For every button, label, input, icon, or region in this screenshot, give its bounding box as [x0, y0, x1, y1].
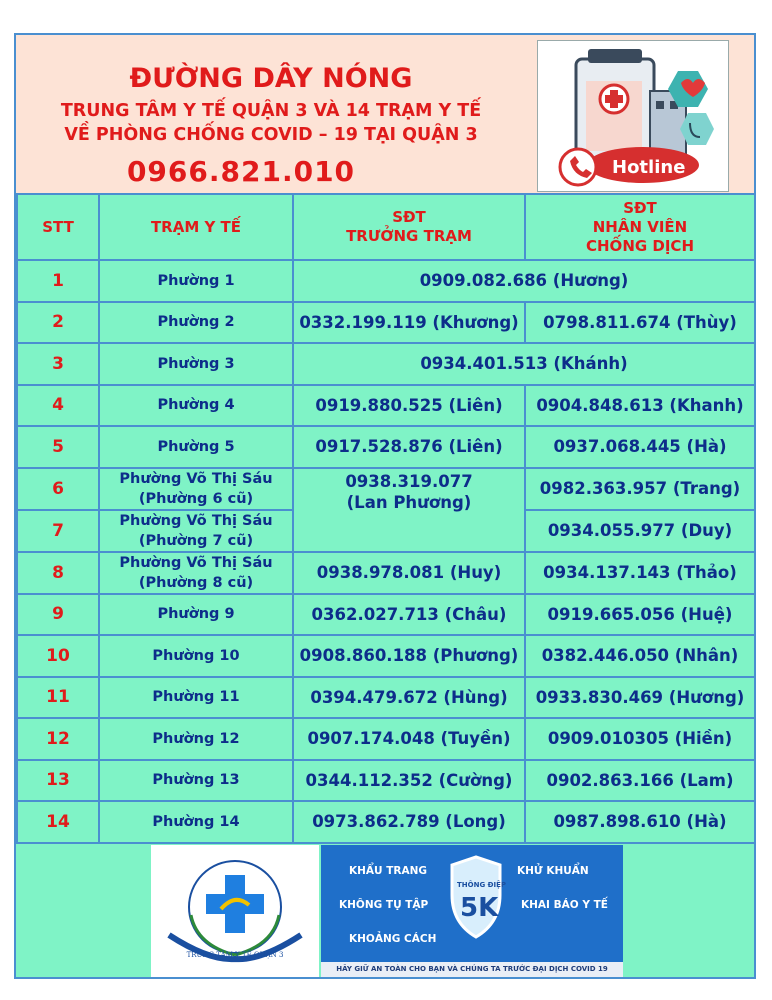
row-stt: 12 — [17, 718, 99, 760]
row-head-phone — [293, 468, 525, 552]
row-station: Phường 11 — [99, 677, 293, 719]
row-station-line1: Phường Võ Thị Sáu — [119, 554, 273, 571]
row-staff-phone: 0934.055.977 (Duy) — [525, 510, 755, 552]
row-head-phone: 0362.027.713 (Châu) — [293, 594, 525, 636]
row-station: Phường 10 — [99, 635, 293, 677]
table-row — [17, 426, 755, 468]
row-stt: 13 — [17, 760, 99, 802]
row-station — [99, 552, 293, 594]
row-stt: 9 — [17, 594, 99, 636]
fivek-item-declare: KHAI BÁO Y TẾ — [521, 899, 608, 911]
row-station-line2: (Phường 7 cũ) — [138, 532, 254, 549]
row-staff-phone: 0382.446.050 (Nhân) — [525, 635, 755, 677]
row-head-phone: 0919.880.525 (Liên) — [293, 385, 525, 427]
row-station: Phường 4 — [99, 385, 293, 427]
row-station-line1: Phường Võ Thị Sáu — [119, 512, 273, 529]
row-station-line2: (Phường 8 cũ) — [138, 574, 254, 591]
row-staff-phone: 0937.068.445 (Hà) — [525, 426, 755, 468]
row-head-phone: 0938.978.081 (Huy) — [293, 552, 525, 594]
fivek-item-no-gather: KHÔNG TỤ TẬP — [339, 899, 429, 911]
row-station: Phường 9 — [99, 594, 293, 636]
row-merged-phone: 0934.401.513 (Khánh) — [293, 343, 755, 385]
footer-banner — [151, 845, 623, 977]
row-head-phone: 0344.112.352 (Cường) — [293, 760, 525, 802]
row-stt: 14 — [17, 801, 99, 843]
row-staff-phone: 0987.898.610 (Hà) — [525, 801, 755, 843]
col-header-head-phone — [293, 194, 525, 260]
col-header-staff-phone-l3: CHỐNG DỊCH — [586, 236, 694, 255]
row-stt: 1 — [17, 260, 99, 302]
row-stt: 5 — [17, 426, 99, 468]
row-head-phone: 0908.860.188 (Phương) — [293, 635, 525, 677]
table-row — [17, 635, 755, 677]
hotline-table — [16, 193, 756, 844]
poster-header — [16, 35, 754, 195]
row-head-phone: 0917.528.876 (Liên) — [293, 426, 525, 468]
table-header-row — [17, 194, 755, 260]
poster-subtitle-line1: TRUNG TÂM Y TẾ QUẬN 3 VÀ 14 TRẠM Y TẾ — [60, 101, 482, 121]
table-row — [17, 552, 755, 594]
row-staff-phone: 0909.010305 (Hiền) — [525, 718, 755, 760]
table-row — [17, 760, 755, 802]
table-row — [17, 260, 755, 302]
logo-caption: TRUNG TÂM Y TẾ QUẬN 3 — [186, 951, 284, 959]
row-station: Phường 1 — [99, 260, 293, 302]
table-row — [17, 468, 755, 510]
row-stt: 11 — [17, 677, 99, 719]
col-header-staff-phone-l1: SĐT — [623, 198, 657, 217]
row-staff-phone: 0919.665.056 (Huệ) — [525, 594, 755, 636]
poster-title: ĐƯỜNG DÂY NÓNG — [129, 63, 413, 94]
fivek-item-mask: KHẨU TRANG — [349, 865, 428, 877]
table-row — [17, 594, 755, 636]
fivek-badge-line2: 5K — [460, 893, 499, 923]
row-head-phone: 0973.862.789 (Long) — [293, 801, 525, 843]
row-station: Phường 5 — [99, 426, 293, 468]
fivek-item-distance: KHOẢNG CÁCH — [349, 933, 437, 945]
row-staff-phone: 0982.363.957 (Trang) — [525, 468, 755, 510]
district-health-logo — [151, 845, 319, 977]
table-row — [17, 801, 755, 843]
row-station-line1: Phường Võ Thị Sáu — [119, 470, 273, 487]
row-stt: 6 — [17, 468, 99, 510]
col-header-station: TRẠM Y TẾ — [99, 194, 293, 260]
fivek-caption: HÃY GIỮ AN TOÀN CHO BẠN VÀ CHÚNG TA TRƯỚC ĐẠI DỊCH COVID 19 — [321, 962, 623, 977]
row-head-phone: 0394.479.672 (Hùng) — [293, 677, 525, 719]
row-station-line2: (Phường 6 cũ) — [138, 490, 254, 507]
fivek-item-disinfect: KHỬ KHUẨN — [517, 865, 589, 877]
row-station: Phường 14 — [99, 801, 293, 843]
col-header-head-phone-l2: TRƯỞNG TRẠM — [346, 227, 472, 245]
col-header-head-phone-l1: SĐT — [392, 208, 426, 226]
row-station: Phường 12 — [99, 718, 293, 760]
hotline-number: 0966.821.010 — [126, 155, 356, 188]
row-stt: 4 — [17, 385, 99, 427]
table-row — [17, 718, 755, 760]
row-head-phone: 0332.199.119 (Khương) — [293, 302, 525, 344]
table-row — [17, 343, 755, 385]
row-staff-phone: 0934.137.143 (Thảo) — [525, 552, 755, 594]
row-head-phone-line1: 0938.319.077 — [345, 471, 473, 491]
row-station — [99, 468, 293, 510]
row-stt: 7 — [17, 510, 99, 552]
hotline-poster — [14, 33, 756, 979]
row-stt: 8 — [17, 552, 99, 594]
row-staff-phone: 0798.811.674 (Thùy) — [525, 302, 755, 344]
row-station: Phường 2 — [99, 302, 293, 344]
hotline-badge-label: Hotline — [612, 157, 686, 178]
col-header-staff-phone — [525, 194, 755, 260]
table-row — [17, 677, 755, 719]
row-merged-phone: 0909.082.686 (Hương) — [293, 260, 755, 302]
poster-subtitle-line2: VỀ PHÒNG CHỐNG COVID – 19 TẠI QUẬN 3 — [64, 125, 478, 145]
table-row — [17, 385, 755, 427]
col-header-staff-phone-l2: NHÂN VIÊN — [592, 217, 688, 236]
row-staff-phone: 0904.848.613 (Khanh) — [525, 385, 755, 427]
row-station: Phường 3 — [99, 343, 293, 385]
row-staff-phone: 0902.863.166 (Lam) — [525, 760, 755, 802]
row-stt: 2 — [17, 302, 99, 344]
row-station — [99, 510, 293, 552]
table-row — [17, 302, 755, 344]
fivek-badge-line1: THÔNG ĐIỆP — [457, 881, 507, 889]
hotline-illustration — [537, 40, 729, 192]
row-head-phone: 0907.174.048 (Tuyền) — [293, 718, 525, 760]
row-head-phone-line2: (Lan Phương) — [346, 492, 472, 512]
message-5k-panel — [321, 845, 623, 977]
row-station: Phường 13 — [99, 760, 293, 802]
col-header-stt: STT — [17, 194, 99, 260]
row-stt: 10 — [17, 635, 99, 677]
row-staff-phone: 0933.830.469 (Hương) — [525, 677, 755, 719]
row-stt: 3 — [17, 343, 99, 385]
